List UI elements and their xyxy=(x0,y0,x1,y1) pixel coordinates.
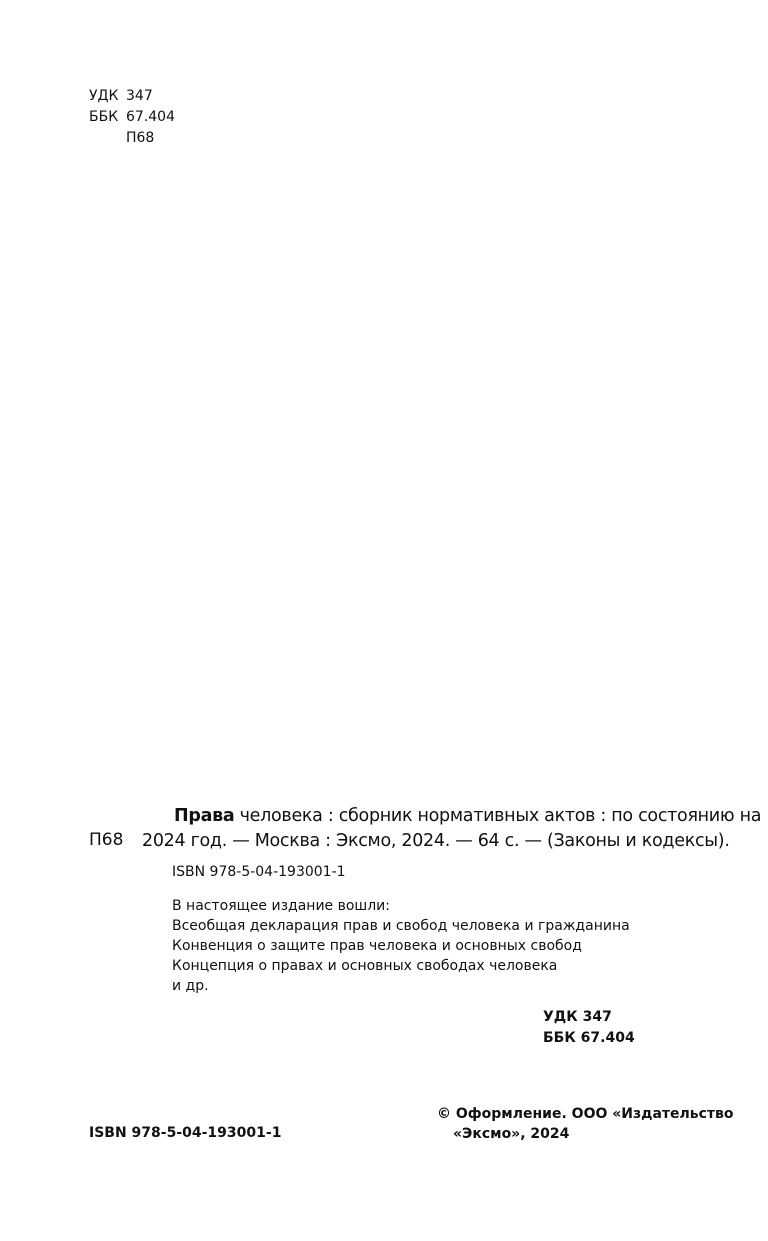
author-mark-left: П68 xyxy=(89,830,124,850)
list-item: Всеобщая декларация прав и свобод человека и гражданина xyxy=(172,918,630,934)
udk-code: УДК 347 xyxy=(543,1009,612,1025)
classification-codes-top xyxy=(89,86,175,149)
classification-codes-bottom xyxy=(543,1007,635,1049)
copyright-line-2: «Эксмо», 2024 xyxy=(453,1126,570,1142)
list-item: Конвенция о защите прав человека и основных свобод xyxy=(172,938,582,954)
bib-line-1 xyxy=(142,804,762,829)
udk-value: 347 xyxy=(126,88,153,104)
bib-line-1-rest: человека : сборник нормативных актов : по состоянию на xyxy=(234,806,762,826)
udk-row xyxy=(89,86,175,107)
bbk-value: 67.404 xyxy=(126,109,175,125)
bbk-row xyxy=(89,107,175,128)
udk-label: УДК xyxy=(89,88,119,104)
author-mark-row xyxy=(89,128,175,149)
bib-line-2: 2024 год. — Москва : Эксмо, 2024. — 64 с. — (Законы и кодексы). xyxy=(142,831,730,851)
copyright-line-1: © Оформление. ООО «Издательство xyxy=(437,1106,734,1122)
bbk-code: ББК 67.404 xyxy=(543,1030,635,1046)
list-item: Концепция о правах и основных свободах человека xyxy=(172,958,558,974)
isbn-bottom: ISBN 978-5-04-193001-1 xyxy=(89,1125,282,1141)
bbk-label: ББК xyxy=(89,109,119,125)
contents-heading: В настоящее издание вошли: xyxy=(172,898,390,914)
copyright-notice xyxy=(437,1104,734,1144)
author-mark: П68 xyxy=(126,130,155,146)
list-item: и др. xyxy=(172,978,209,994)
bibliographic-description xyxy=(142,804,762,854)
isbn-annotation: ISBN 978-5-04-193001-1 xyxy=(172,864,346,880)
contents-list xyxy=(172,896,630,996)
book-title: Права xyxy=(174,806,235,826)
